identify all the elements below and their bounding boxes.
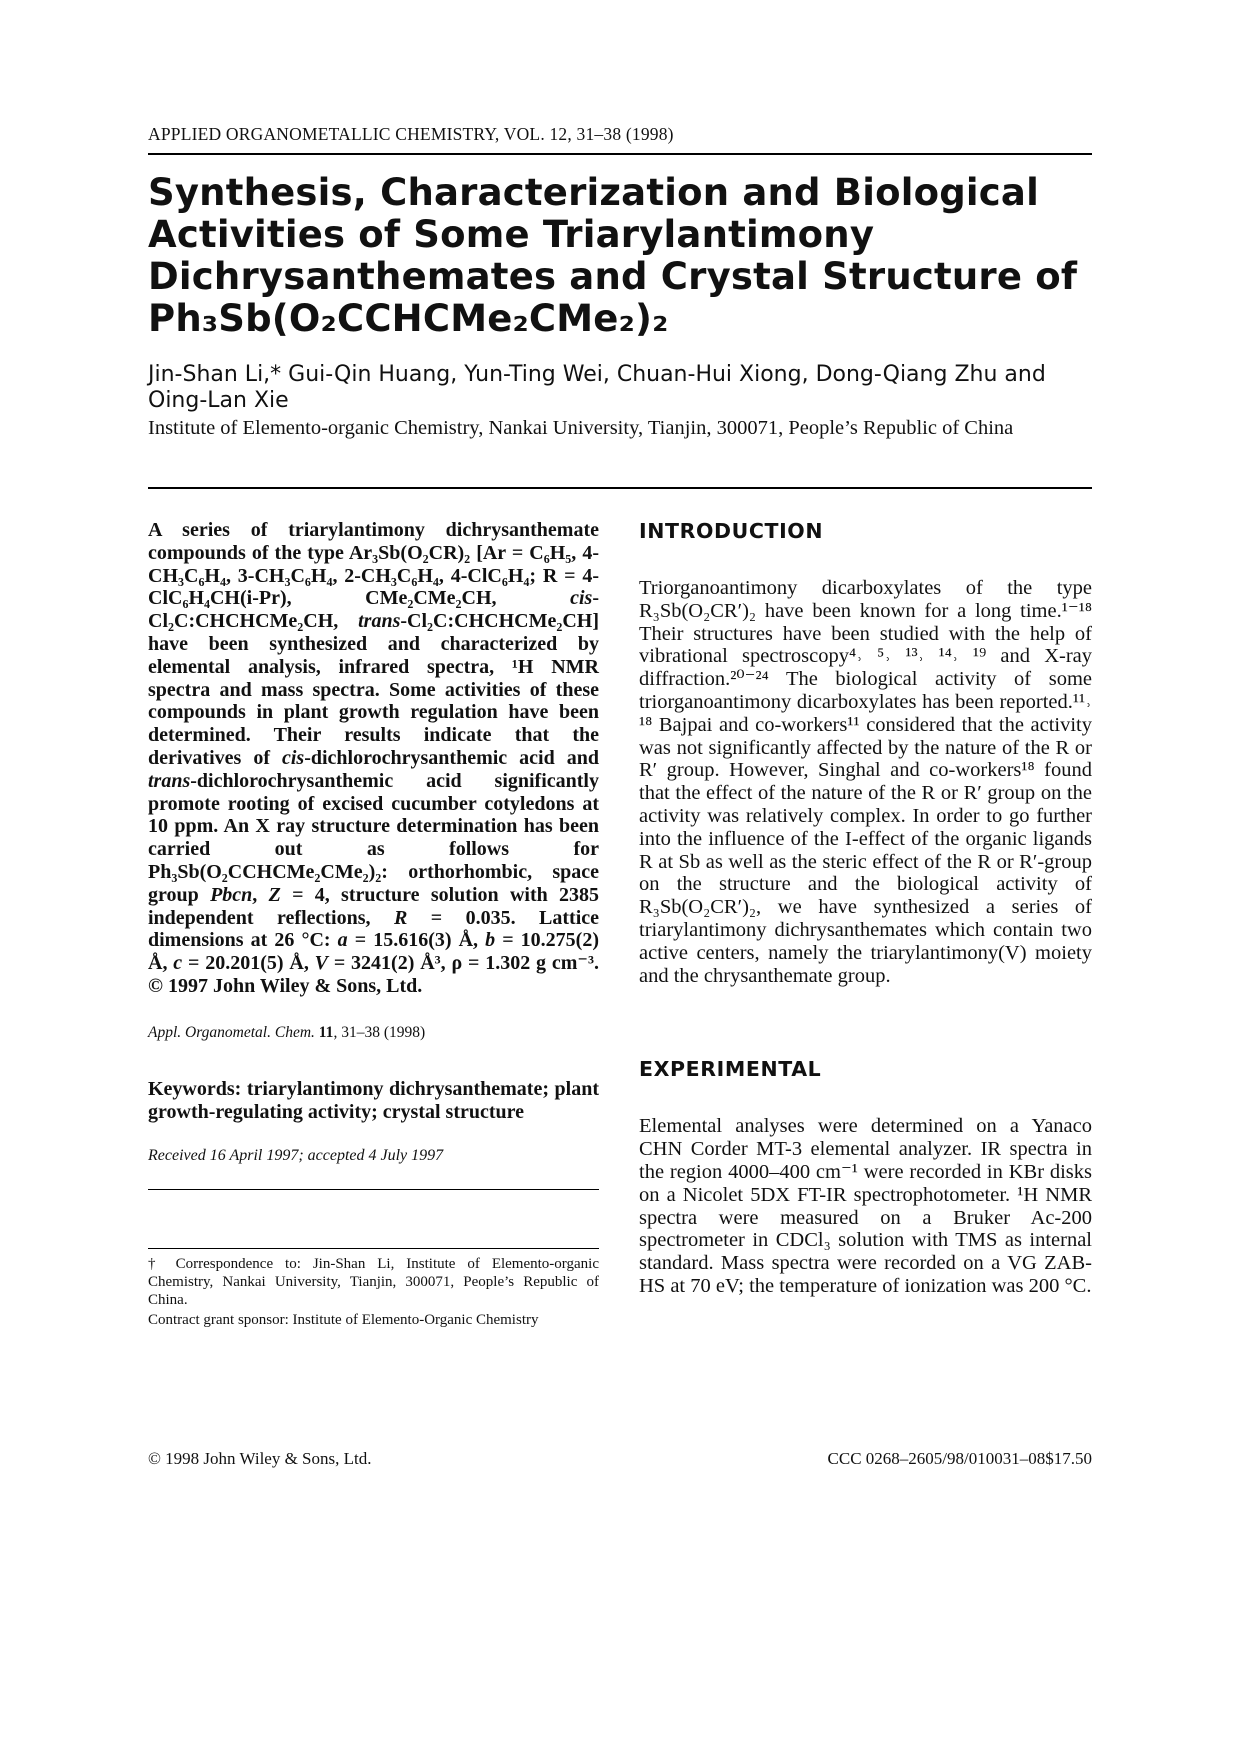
abstract-text: = 10.275(2) Å, — [148, 929, 599, 975]
article-title — [148, 172, 1092, 340]
citation-pages: , 31–38 (1998) — [333, 1023, 426, 1041]
title-line-4-formula: Ph₃Sb(O₂CCHCMe₂CMe₂)₂ — [148, 297, 669, 340]
keywords: Keywords: triarylantimony dichrysanthemate; plant growth-regulating activity; crystal structure — [148, 1077, 599, 1123]
top-rule — [148, 153, 1092, 155]
abstract-italic: cis — [282, 746, 305, 769]
introduction-heading: INTRODUCTION — [639, 519, 824, 543]
grant-footnote: Contract grant sponsor: Institute of Elemento-Organic Chemistry — [148, 1312, 539, 1329]
citation-journal: Appl. Organometal. Chem. — [148, 1023, 315, 1041]
abstract-text: = 20.201(5) Å, — [182, 952, 315, 975]
title-line-2: Activities of Some Triarylantimony — [148, 213, 875, 256]
abstract-italic: cis — [570, 587, 593, 610]
right-column — [639, 519, 1092, 1298]
left-column — [148, 519, 599, 1329]
abstract-text: -Cl₂C:CHCHCMe₂CH] have been synthesized and characterized by elemental analysis, infrared spectra, ¹H NMR spectra and mass spectra. Some activities of these compounds in plant growth regulation have been determined. Their results indicate that the derivatives of — [148, 610, 599, 769]
abstract-text: = 0.035. Lattice dimensions at 26 °C: — [148, 906, 600, 952]
abstract-italic: b — [485, 929, 496, 952]
abstract-text: A series of triarylantimony dichrysanthemate compounds of the type Ar₃Sb(O₂CR)₂ [Ar = C₆H₅, 4-CH₃C₆H₄, 3-CH₃C₆H₄, 2-CH₃C₆H₄, 4-ClC₆H₄; R = 4-ClC₆H₄CH(i-Pr), CMe₂CMe₂CH, — [148, 519, 599, 610]
abstract-italic: V — [314, 952, 328, 975]
title-line-3: Dichrysanthemates and Crystal Structure of — [148, 255, 1078, 298]
introduction-text: Triorganoantimony dicarboxylates of the type R₃Sb(O₂CR′)₂ have been known for a long time.¹⁻¹⁸ Their structures have been studied with the help of vibrational spectroscopy⁴˒ ⁵˒ ¹³˒ ¹⁴˒ ¹⁹ and X-ray diffraction.²⁰⁻²⁴ The biological activity of some triorganoantimony dicarboxylates has been reported.¹¹˒ ¹⁸ Bajpai and co-workers¹¹ considered that the activity was not significantly affected by the nature of the R or R′ group. However, Singhal and co-workers¹⁸ found that the effect of the nature of the R or R′ group on the activity was relatively complex. In order to go further into the influence of the I-effect of the organic ligands R at Sb as well as the steric effect of the R or R′-group on the structure and the biological activity of R₃Sb(O₂CR′)₂, we have synthesized a series of triarylantimony dichrysanthemates which contain two active centers, namely the triarylantimony(V) moiety and the chrysanthemate group. — [639, 577, 1092, 987]
abstract-italic: Z — [268, 883, 281, 906]
abstract-italic: trans — [358, 610, 401, 633]
abstract-italic: trans — [148, 769, 191, 792]
correspondence-footnote: † Correspondence to: Jin-Shan Li, Institute of Elemento-organic Chemistry, Nankai University, Tianjin, 300071, People’s Republic of China. — [148, 1256, 599, 1309]
abstract-text: = 3241(2) Å³, ρ = 1.302 g cm⁻³. © 1997 John Wiley & Sons, Ltd. — [148, 952, 599, 997]
experimental-text: Elemental analyses were determined on a Yanaco CHN Corder MT-3 elemental analyzer. IR spectra in the region 4000–400 cm⁻¹ were recorded in KBr disks on a Nicolet 5DX FT-IR spectrophotometer. ¹H NMR spectra were measured on a Bruker Ac-200 spectrometer in CDCl₃ solution with TMS as internal standard. Mass spectra were recorded on a VG ZAB-HS at 70 eV; the temperature of ionization was 200 °C. — [639, 1115, 1092, 1297]
footnote-rule — [148, 1248, 599, 1249]
journal-citation — [148, 1024, 599, 1042]
ccc-code: CCC 0268–2605/98/010031–08$17.50 — [827, 1449, 1092, 1468]
running-head: APPLIED ORGANOMETALLIC CHEMISTRY, VOL. 12, 31–38 (1998) — [148, 124, 674, 144]
received-dates: Received 16 April 1997; accepted 4 July 1997 — [148, 1147, 444, 1165]
copyright-notice: © 1998 John Wiley & Sons, Ltd. — [148, 1449, 372, 1468]
abstract-text: = 4, structure solution with 2385 independent reflections, — [148, 883, 600, 929]
abstract-italic: R — [393, 906, 408, 929]
author-list: Jin-Shan Li,* Gui-Qin Huang, Yun-Ting Wei, Chuan-Hui Xiong, Dong-Qiang Zhu and Oing-Lan Xie — [148, 362, 1046, 413]
abstract-italic: Pbcn — [210, 883, 253, 906]
abstract-text: -dichlorochrysanthemic acid and — [304, 746, 599, 769]
abstract-text: -Cl₂C:CHCHCMe₂CH, — [148, 587, 599, 633]
affiliation: Institute of Elemento-organic Chemistry, Nankai University, Tianjin, 300071, People’s Republic of China — [148, 417, 1014, 439]
title-line-1: Synthesis, Characterization and Biological — [148, 171, 1039, 214]
abstract — [148, 519, 599, 998]
experimental-heading: EXPERIMENTAL — [639, 1057, 822, 1082]
abstract-italic: c — [173, 952, 183, 975]
abstract-italic: a — [337, 929, 348, 952]
citation-volume: 11 — [318, 1023, 334, 1041]
abstract-text: = 15.616(3) Å, — [347, 929, 486, 952]
left-column-rule — [148, 1189, 599, 1190]
header-rule — [148, 487, 1092, 489]
abstract-text: -dichlorochrysanthemic acid significantly promote rooting of excised cucumber cotyledons at 10 ppm. An X ray structure determination has been carried out as follows for Ph₃Sb(O₂CCHCMe₂CMe₂)₂: orthorhombic, space group — [148, 769, 599, 906]
abstract-text: , — [252, 883, 269, 906]
